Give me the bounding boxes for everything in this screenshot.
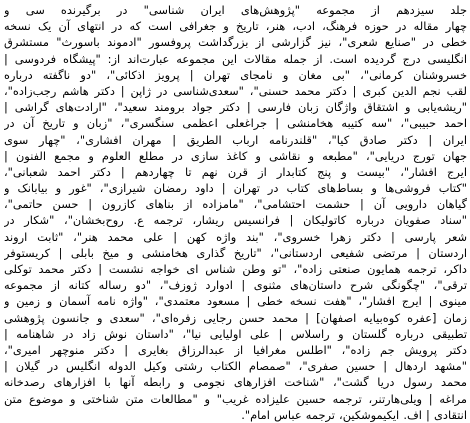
text-line: "کتاب فروشی‌ها و بساط‌های کتاب در تهران | داود رمضان شیرازی"، "غور و بیابانک و bbox=[4, 181, 467, 196]
book-description-paragraph bbox=[4, 2, 467, 423]
text-line: شعر پارسی | دکتر زهرا خسروی"، "بند واژه کهن | علی محمد هنر"، "ثابت اروند bbox=[4, 229, 467, 244]
text-line: اردستان | مرتضی شفیعی اردستانی"، "تاریخ گذاری هخامنشی و میخ بابلی | کریستوفر bbox=[4, 245, 467, 260]
text-line: دکتر پرویش جم زاده"، "اطلس مغرافیا از عبدالرزاق بغایری | دکتر منوچهر امیری"، bbox=[4, 342, 467, 357]
text-line: گیاهان دارویی آن | حشمت احتشامی"، "مامزاده از بناهای کازرون | حسن حاتمی"، bbox=[4, 197, 467, 212]
text-line: "سناد صفویان درباره کاتولیکان | فرانسیس ریشار، ترجمه ع. روح‌بخشان"، "شکار در bbox=[4, 213, 467, 228]
text-line: جلد سیزدهم از مجموعه "پژوهش‌های ایران شناسی" در برگیرنده سی و bbox=[4, 3, 467, 17]
text-line-last: انتقادی | اف. ایکیموشکین، ترجمه عباس امام". bbox=[241, 407, 467, 422]
text-line: تطبیقی درباره گلستان و راسلاس | علی اولیایی نیا"، "داستان نوش زاد در شاهنامه | bbox=[4, 326, 467, 341]
text-line: جهان تورج دریایی"، "مطبعه و نقاشی و کاغذ سازی در مطلع العلوم و مجمع الفنون | bbox=[4, 148, 467, 163]
text-line: مینوی | ایرج افشار"، "هفت نسخه خطی | مسعود معتمدی"، "واژه نامه آسمان و زمین و bbox=[4, 294, 467, 309]
text-line: زمان [عفره کوه‌بیایه اصفهان] | محمد حسن رجایی زفره‌ای"، "سعدی و جانسون پژوهشی bbox=[4, 310, 467, 325]
text-line: محمد رسول دریا گشت"، "شناخت افزارهای نجومی و رابطه آنها با افزارهای رصدخانه bbox=[4, 375, 467, 390]
text-line: ایران | دکتر صادق کیا"، "قلندرنامه ارباب الطریق | مهران افشاری"، "چهار سوی bbox=[4, 132, 467, 147]
text-line: ترقی"، "چگونگی شرح داستان‌های مثنوی | ادوارد ژوزف"، "دو رساله کتانه از مجموعه bbox=[4, 278, 467, 293]
text-line: "مشهد اردهال | حسین صفری"، "صمصام الکتاب رشتی وکیل الدوله انگلیس در گیلان | bbox=[4, 359, 467, 374]
text-line: احمد حبیبی"، "سه کتیبه هخامنشی | جراغعلی اعظمی سنگسری"، "زبان و تاریخ آن در bbox=[4, 116, 467, 131]
text-line: انگلیسی درج گردیده است. از جمله مقالات این مجموعه عبارت‌اند از: "پیشگاه فردوسی | bbox=[4, 51, 467, 66]
text-line: خطی در "صنایع شعری"، نیز گزارشی از بزرگداشت پروفسور "ادموند باسورث" مستشرق bbox=[4, 35, 467, 50]
text-line: لقب نجم الدین کبری | دکتر محمد حسنی"، "سعدی‌شناسی در ژاپن | دکتر هاشم رجب‌زاده"، bbox=[4, 83, 467, 98]
text-line: ایرج افشار"، "بیست و پنج کتابدار از قرن نهم تا چهاردهم | دکتر احمد شعبانی"، bbox=[4, 164, 467, 179]
text-line: خسروشنان کرمانی"، "بی مغان و نامجای تهران | پرویز اذکائی"، "دو ناگفته درباره bbox=[4, 67, 467, 82]
text-line: چهار مقاله در حوزه فرهنگ، ادب، هنر، تاریخ و جغرافی است که در انتهای آن یک نسخه bbox=[4, 19, 467, 34]
text-line: داکر، ترجمه همایون صنعتی زاده"، "تو وطن شناس ای خواجه نشست | دکتر محمد توکلی bbox=[4, 262, 467, 276]
text-line: "ریشه‌یابی و اشتقاق واژگان زبان فارسی | دکتر جواد برومند سعید"، "ارادت‌های گراشی | bbox=[4, 100, 467, 115]
text-line: مراغه | ویلی‌هارتنر، ترجمه حسین علیزاده غریب" و "مطالعات متن شناختی و موضوع متن bbox=[4, 391, 467, 406]
